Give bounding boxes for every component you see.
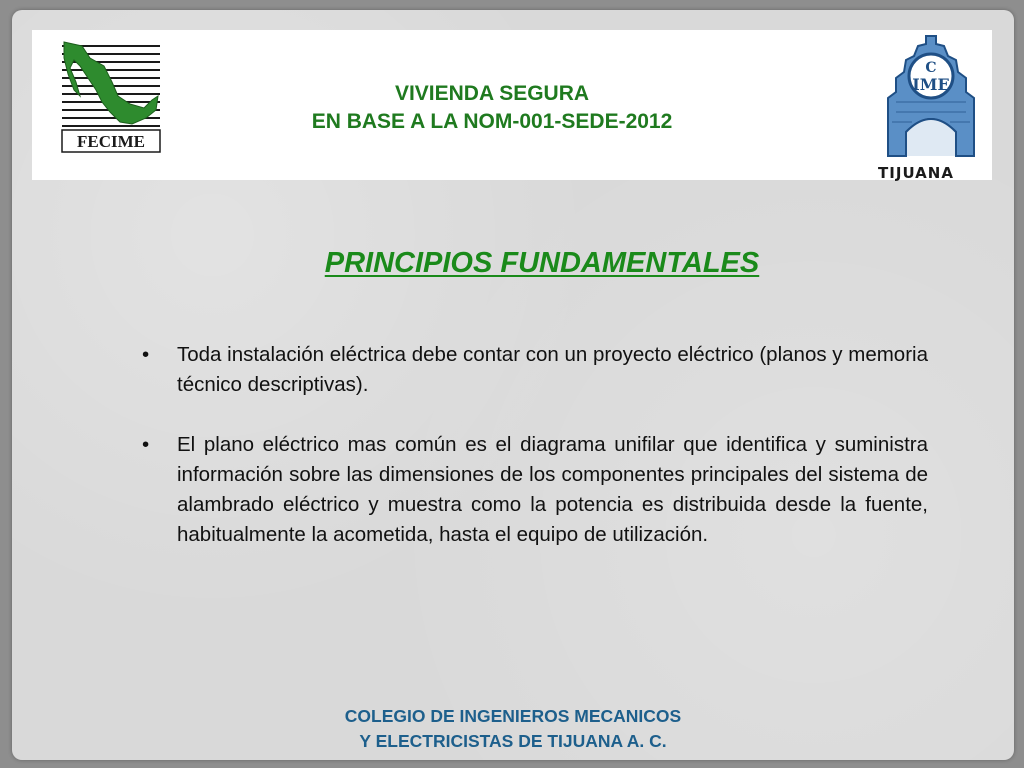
- title-line-2: EN BASE A LA NOM-001-SEDE-2012: [311, 110, 673, 133]
- bullet-text: Toda instalación eléctrica debe contar con un proyecto eléctrico (planos y memoria técnico descriptivas).: [177, 343, 928, 396]
- bullet-text: El plano eléctrico mas común es el diagrama unifilar que identifica y suministra información sobre las dimensiones de los componentes principales del sistema de alambrado eléctrico y muestra como la potencia es distribuida desde la fuente, habitualmente la acometida, hasta el equipo de utilización.: [177, 433, 928, 546]
- city-label: TIJUANA: [878, 164, 954, 182]
- footer-line-2: Y ELECTRICISTAS DE TIJUANA A. C.: [359, 731, 667, 751]
- svg-text:C: C: [925, 60, 937, 76]
- slide: [12, 10, 1014, 760]
- fecime-logo-text: FECIME: [77, 132, 145, 151]
- bullet-marker: •: [142, 433, 150, 456]
- cime-logo-text: IME: [912, 75, 950, 94]
- header-banner: [32, 30, 992, 180]
- bullet-marker: •: [142, 343, 150, 366]
- cime-logo: [882, 32, 980, 160]
- list-item: [140, 340, 928, 400]
- fecime-logo: [60, 38, 162, 156]
- page-title: [212, 80, 772, 136]
- title-line-1: VIVIENDA SEGURA: [394, 82, 590, 105]
- bullet-list: [140, 340, 928, 580]
- fecime-logo-graphic: [60, 38, 162, 156]
- section-heading: PRINCIPIOS FUNDAMENTALES: [324, 247, 760, 279]
- cime-logo-graphic: [882, 32, 980, 160]
- footer-organization: [12, 704, 1014, 754]
- footer-line-1: COLEGIO DE INGENIEROS MECANICOS: [344, 706, 682, 726]
- list-item: [140, 430, 928, 550]
